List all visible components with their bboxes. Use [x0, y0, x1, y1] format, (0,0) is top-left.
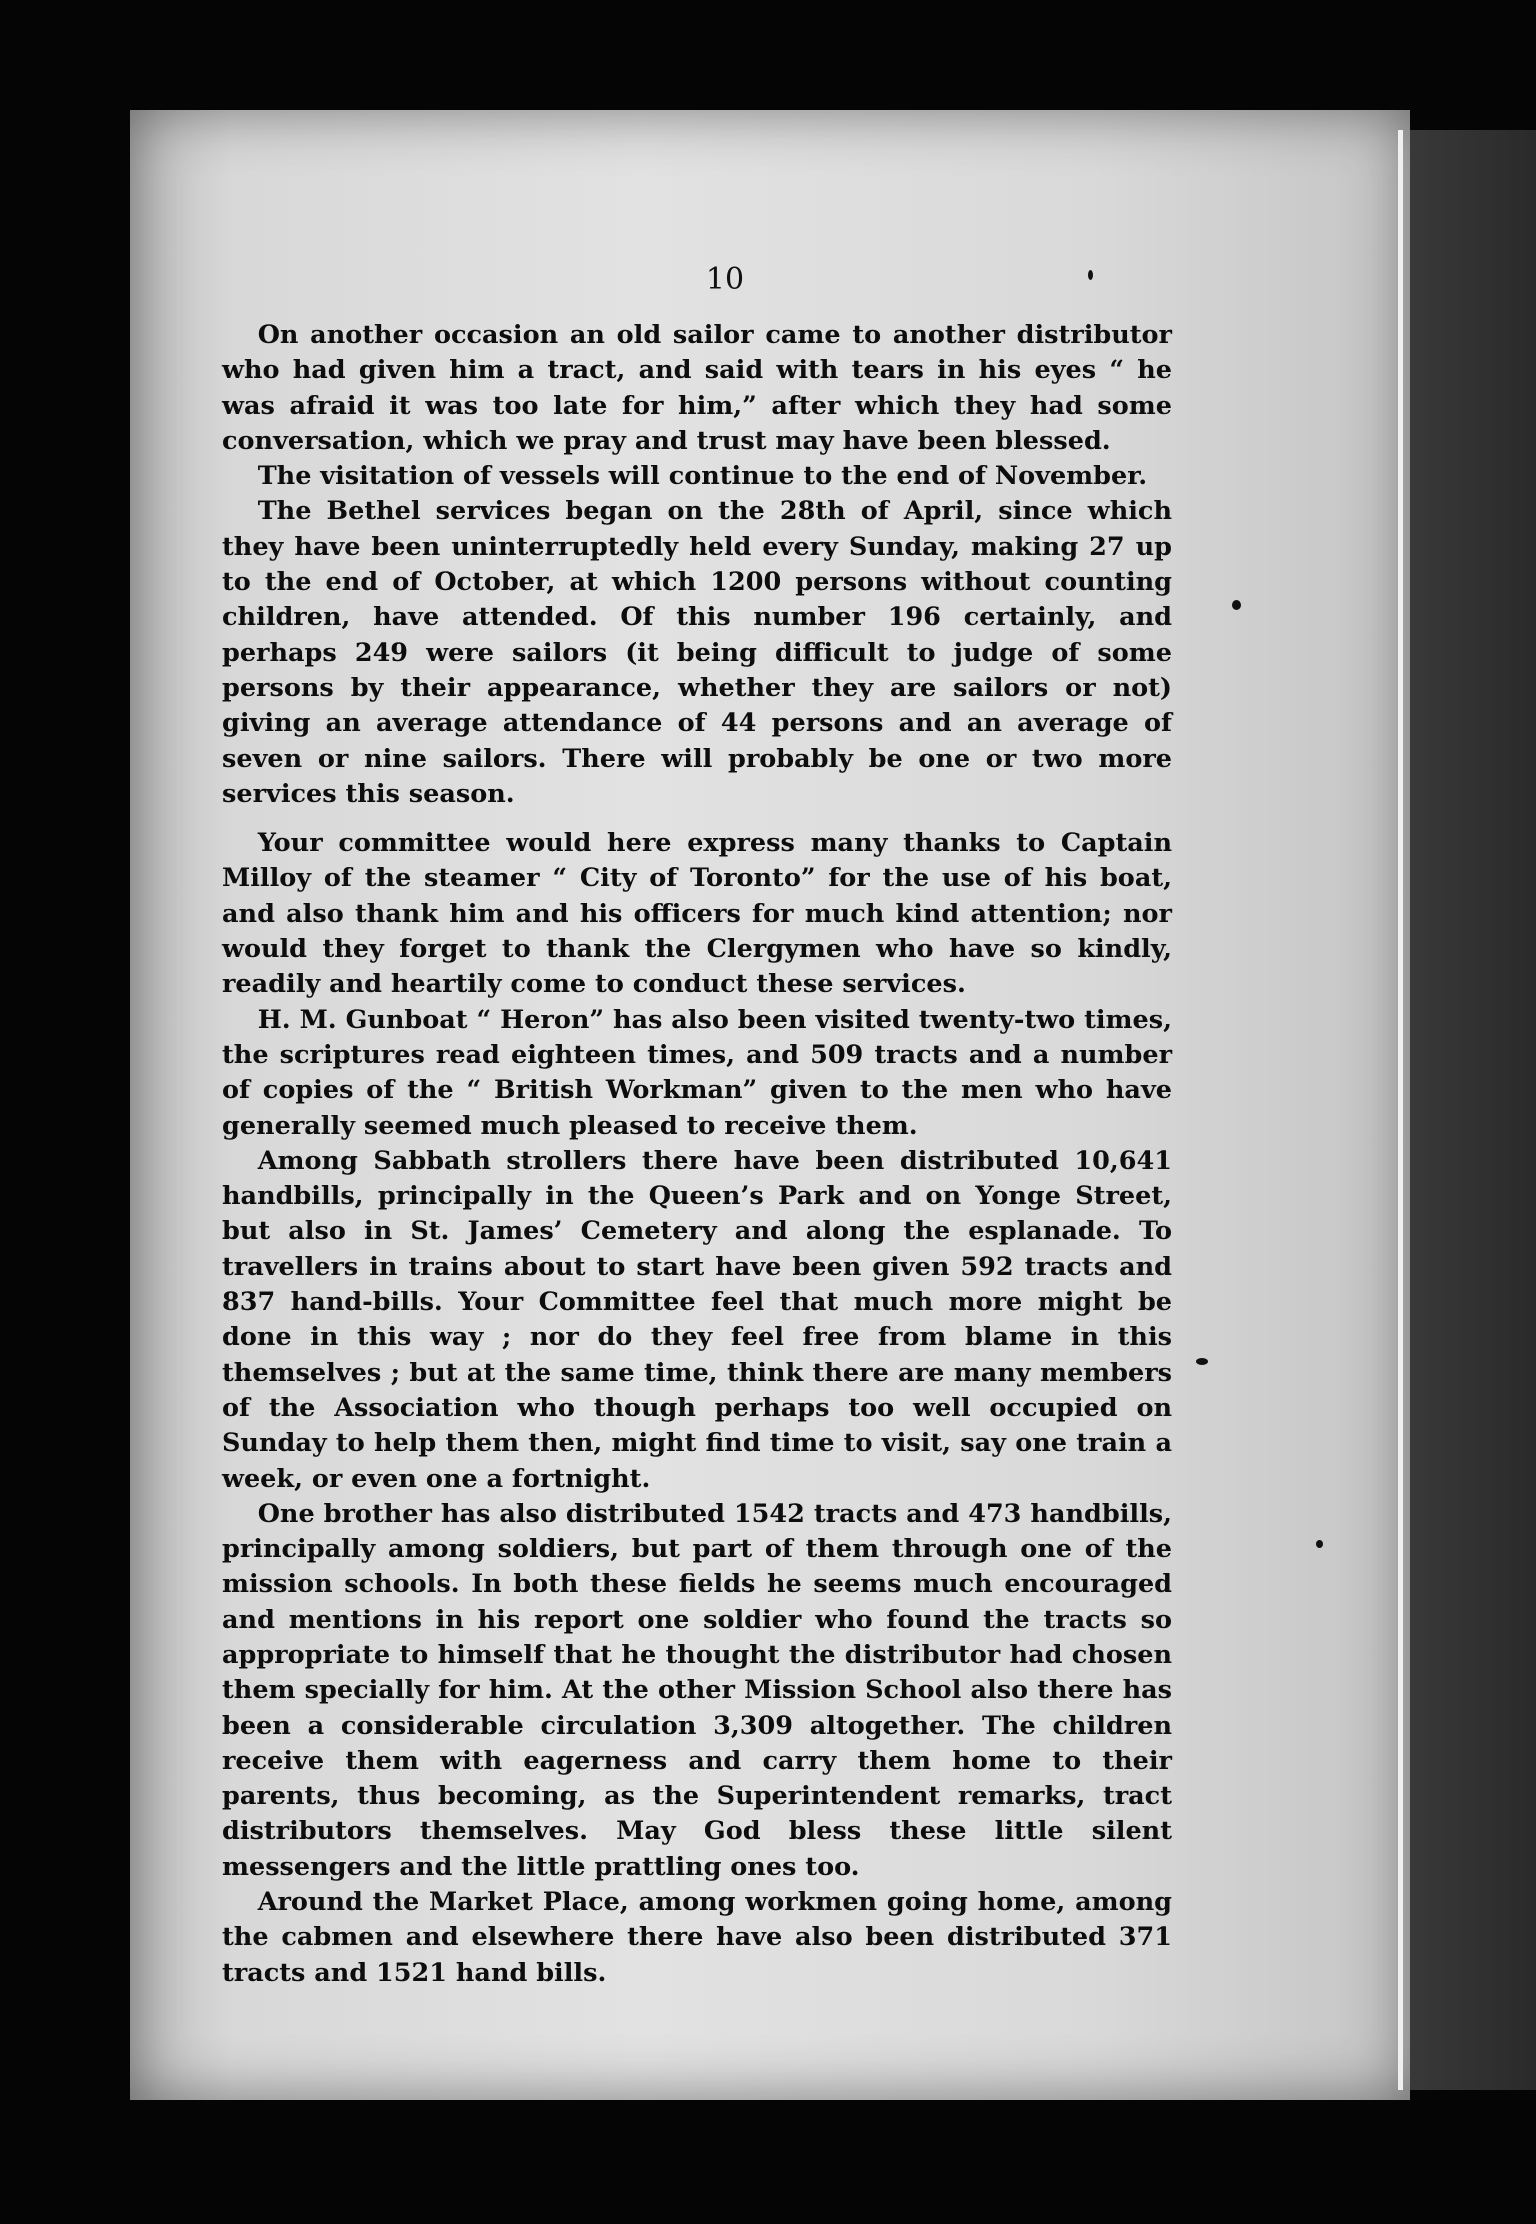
page-gutter — [1398, 130, 1403, 2090]
body-text — [222, 318, 1172, 1991]
paragraph-sabbath-strollers: Among Sabbath strollers there have been distributed 10,641 handbills, principally in the Queen’s Park and on Yonge Street, but also in St. James’ Cemetery and along the esplanade. To travellers in trains about to start have been given 592 tracts and 837 hand-bills. Your Committee feel that much more might be done in this way ; nor do they feel free from blame in this themselves ; but at the same time, think there are many members of the Association who though perhaps too well occupied on Sunday to help them then, might find time to visit, say one train a week, or even one a fortnight. — [222, 1145, 1172, 1494]
paragraph-bethel-services: The Bethel services began on the 28th of April, since which they have been uninterruptedly held every Sunday, making 27 up to the end of October, at which 1200 persons without counting children, have attended. Of this number 196 certainly, and perhaps 249 were sailors (it being difficult to judge of some persons by their appearance, whether they are sailors or not) giving an average attendance of 44 persons and an average of seven or nine sailors. There will probably be one or two more services this season. — [222, 496, 1172, 809]
scan-speck — [1316, 1540, 1323, 1548]
paragraph-market-place: Around the Market Place, among workmen going home, among the cabmen and elsewhere there have also been distributed 371 tracts and 1521 hand bills. — [222, 1887, 1172, 1988]
page-number: 10 — [705, 262, 745, 297]
paragraph-old-sailor: On another occasion an old sailor came to another distributor who had given him a tract, and said with tears in his eyes “ he was afraid it was too late for him,” after which they had some conversation, which we pray and trust may have been blessed. — [222, 320, 1172, 456]
paragraph-brother-distribution: One brother has also distributed 1542 tracts and 473 handbills, principally among soldiers, but part of them through one of the mission schools. In both these fields he seems much encouraged and mentions in his report one soldier who found the tracts so appropriate to himself that he thought the distributor had chosen them specially for him. At the other Mission School also there has been a considerable circulation 3,309 altogether. The children receive them with eagerness and carry them home to their parents, thus becoming, as the Superintendent remarks, tract distributors themselves. May God bless these little silent messengers and the little prattling ones too. — [222, 1498, 1172, 1882]
paragraph-gunboat: H. M. Gunboat “ Heron” has also been visited twenty-two times, the scriptures read eighteen times, and 509 tracts and a number of copies of the “ British Workman” given to the men who have generally seemed much pleased to receive them. — [222, 1004, 1172, 1141]
scan-speck — [1196, 1358, 1208, 1365]
scan-speck — [1088, 270, 1093, 280]
paragraph-visitation: The visitation of vessels will continue to the end of November. — [257, 461, 1148, 492]
facing-page-edge — [1395, 130, 1536, 2090]
scan-speck — [1232, 600, 1241, 610]
paragraph-thanks: Your committee would here express many thanks to Captain Milloy of the steamer “ City of Toronto” for the use of his boat, and also thank him and his officers for much kind attention; nor would they forget to thank the Clergymen who have so kindly, readily and heartily come to conduct these services. — [222, 828, 1172, 1000]
